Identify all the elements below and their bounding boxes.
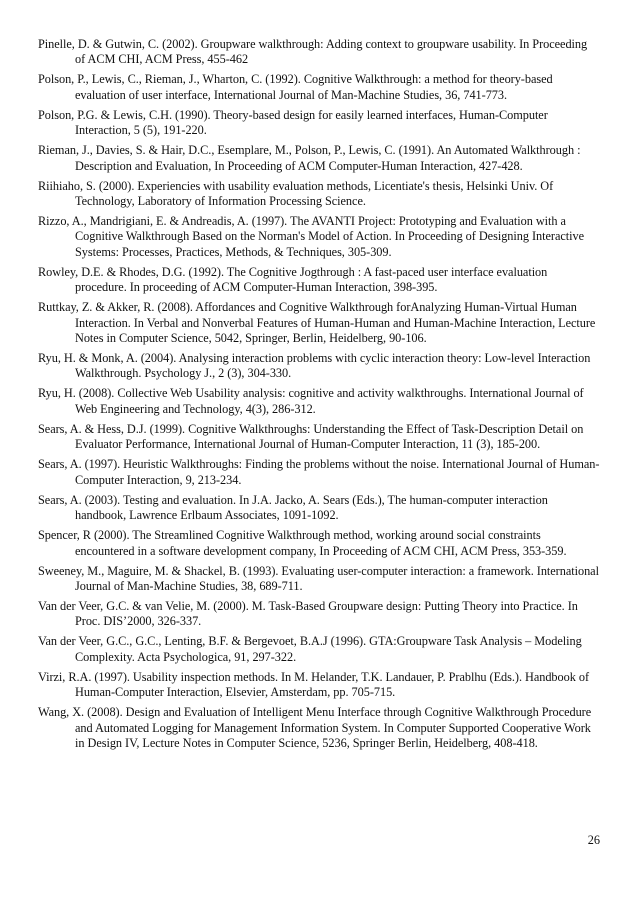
reference-entry: Polson, P., Lewis, C., Rieman, J., Wharton, C. (1992). Cognitive Walkthrough: a method for theory-based evaluation of user interface, International Journal of Man-Machine Studies, 36, 741-773. [38,72,553,102]
reference-entry: Van der Veer, G.C., G.C., Lenting, B.F. & Bergevoet, B.A.J (1996). GTA:Groupware Task Analysis – Modeling Complexity. Acta Psychologica, 91, 297-322. [38,634,582,664]
reference-entry: Riihiaho, S. (2000). Experiencies with usability evaluation methods, Licentiate's thesis, Helsinki Univ. Of Technology, Laboratory of Information Processing Science. [38,178,554,209]
reference-entry: Ryu, H. (2008). Collective Web Usability analysis: cognitive and activity walkthroughs. International Journal of Web Engineering and Technology, 4(3), 286-312. [38,386,584,416]
reference-entry: Sears, A. (1997). Heuristic Walkthroughs: Finding the problems without the noise. International Journal of Human-Computer Interaction, 9, 213-234. [38,457,600,487]
reference-entry: Sears, A. & Hess, D.J. (1999). Cognitive Walkthroughs: Understanding the Effect of Task-Description Detail on Evaluator Performance, International Journal of Human-Computer Interaction, 11 (3), 185-200. [38,421,584,452]
reference-entry: Virzi, R.A. (1997). Usability inspection methods. In M. Helander, T.K. Landauer, P. Prablhu (Eds.). Handbook of Human-Computer Interaction, Elsevier, Amsterdam, pp. 705-715. [38,669,589,700]
reference-entry: Ryu, H. & Monk, A. (2004). Analysing interaction problems with cyclic interaction theory: Low-level Interaction Walkthrough. Psychology J., 2 (3), 304-330. [38,351,591,381]
reference-entry: Ruttkay, Z. & Akker, R. (2008). Affordances and Cognitive Walkthrough forAnalyzing Human-Virtual Human Interaction. In Verbal and Nonverbal Features of Human-Human and Human-Machine Interaction, Lecture Notes in Computer Science, 5042, Springer, Berlin, Heidelberg, 90-106. [38,300,596,346]
reference-list [38,37,600,756]
reference-entry: Wang, X. (2008). Design and Evaluation of Intelligent Menu Interface through Cognitive Walkthrough Procedure and Automated Logging for Management Information System. In Computer Supported Cooperative Work in Design IV, Lecture Notes in Computer Science, 5236, Springer Berlin, Heidelberg, 408-418. [38,705,592,750]
reference-entry: Polson, P.G. & Lewis, C.H. (1990). Theory-based design for easily learned interfaces, Human-Computer Interaction, 5 (5), 191-220. [38,107,548,138]
reference-entry: Pinelle, D. & Gutwin, C. (2002). Groupware walkthrough: Adding context to groupware usability. In Proceeding of ACM CHI, ACM Press, 455-462 [38,37,588,67]
reference-entry: Rieman, J., Davies, S. & Hair, D.C., Esemplare, M., Polson, P., Lewis, C. (1991). An Automated Walkthrough : Description and Evaluation, In Proceeding of ACM Computer-Human Interaction, 427-428. [38,143,581,173]
reference-entry: Rowley, D.E. & Rhodes, D.G. (1992). The Cognitive Jogthrough : A fast-paced user interface evaluation procedure. In proceeding of ACM Computer-Human Interaction, 398-395. [38,264,548,295]
reference-entry: Van der Veer, G.C. & van Velie, M. (2000). M. Task-Based Groupware design: Putting Theory into Practice. In Proc. DIS’2000, 326-337. [38,598,578,629]
page-number: 26 [587,833,600,847]
reference-entry: Sears, A. (2003). Testing and evaluation. In J.A. Jacko, A. Sears (Eds.), The human-computer interaction handbook, Lawrence Erlbaum Associates, 1091-1092. [38,492,548,523]
reference-entry: Sweeney, M., Maguire, M. & Shackel, B. (1993). Evaluating user-computer interaction: a framework. International Journal of Man-Machine Studies, 38, 689-711. [38,563,599,593]
reference-entry: Spencer, R (2000). The Streamlined Cognitive Walkthrough method, working around social constraints encountered in a software development company, In Proceeding of ACM CHI, ACM Press, 353-359. [38,528,567,558]
reference-entry: Rizzo, A., Mandrigiani, E. & Andreadis, A. (1997). The AVANTI Project: Prototyping and Evaluation with a Cognitive Walkthrough Based on the Norman's Model of Action. In Proceeding of Designing Interactive Systems: Processes, Practices, Methods, & Techniques, 305-309. [38,214,584,259]
